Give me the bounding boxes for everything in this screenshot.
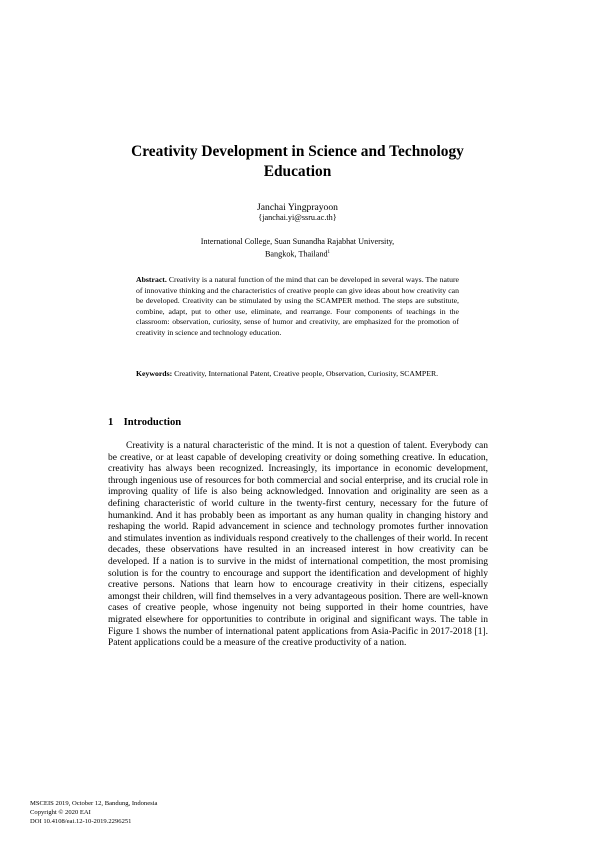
- paper-title-line-1: Creativity Development in Science and Technology: [131, 143, 464, 160]
- affiliation-city: Bangkok, Thailand: [264, 249, 328, 259]
- keywords: [136, 369, 459, 380]
- section-number: 1: [108, 417, 114, 428]
- abstract-label: Abstract.: [136, 275, 167, 284]
- keywords-label: Keywords:: [136, 369, 173, 378]
- affiliation-line-1: International College, Suan Sunandha Rajabhat University,: [200, 237, 395, 246]
- affiliation-line-2: [150, 247, 445, 260]
- paper-title-line-2: Education: [263, 163, 332, 180]
- affiliation-mark: 1: [327, 250, 331, 255]
- author-email: {janchai.yi@ssru.ac.th}: [258, 213, 337, 222]
- footer-doi: DOI 10.4108/eai.12-10-2019.2296251: [30, 817, 132, 825]
- keywords-text: Creativity, International Patent, Creative people, Observation, Curiosity, SCAMPER.: [174, 369, 439, 378]
- abstract-text: Creativity is a natural function of the mind that can be developed in several ways. The nature of innovative thinking and the characteristics of creative people can give ideas about how creativity can be developed. Creativity can be stimulated by using the SCAMPER method. The steps are substitute, combine, adapt, put to other use, eliminate, and rearrange. Four components of teachings in the classroom: observation, curiosity, sense of humor and creativity, are emphasized for the promotion of creativity in science and technology education.: [136, 275, 459, 337]
- footer-conference: MSCEIS 2019, October 12, Bandung, Indonesia: [30, 800, 158, 807]
- author-affiliation: [150, 236, 445, 260]
- section-title: Introduction: [123, 417, 182, 428]
- introduction-paragraph: Creativity is a natural characteristic of the mind. It is not a question of talent. Everybody can be creative, or at least capable of developing creativity or doing something creative. In education, creativity has always been recognized. Increasingly, its importance in economic development, through ingenious use of resources for both commercial and social enterprise, and its crucial role in improving quality of life is also being acknowledged. Innovation and originality are seen as a defining characteristic of world culture in the twenty-first century, necessary for the future of humankind. And it has probably been as important as any human quality in changing history and reshaping the world. Rapid advancement in science and technology promotes further innovation and stimulates invention as individuals respond creatively to the challenges of their world. In recent decades, these observations have resulted in an increased interest in how creativity can be developed. If a nation is to survive in the midst of international competition, the most promising solution is for the country to encourage and support the identification and development of highly creative persons. Nations that learn how to encourage creativity in their citizens, especially amongst their children, will find themselves in a very advantageous position. There are well-known cases of creative people, whose ingenuity not being supported in their home countries, have migrated elsewhere for opportunities to contribute in original and significant ways. The table in Figure 1 shows the number of international patent applications from Asia-Pacific in 2017-2018 [1]. Patent applications could be a measure of the creative productivity of a nation.: [108, 441, 488, 649]
- page-footer: [30, 800, 157, 826]
- abstract: [136, 275, 459, 339]
- author-name: Janchai Yingprayoon: [257, 202, 338, 213]
- section-heading: [108, 416, 181, 430]
- paper-title: [100, 142, 495, 182]
- footer-copyright: Copyright © 2020 EAI: [30, 808, 91, 816]
